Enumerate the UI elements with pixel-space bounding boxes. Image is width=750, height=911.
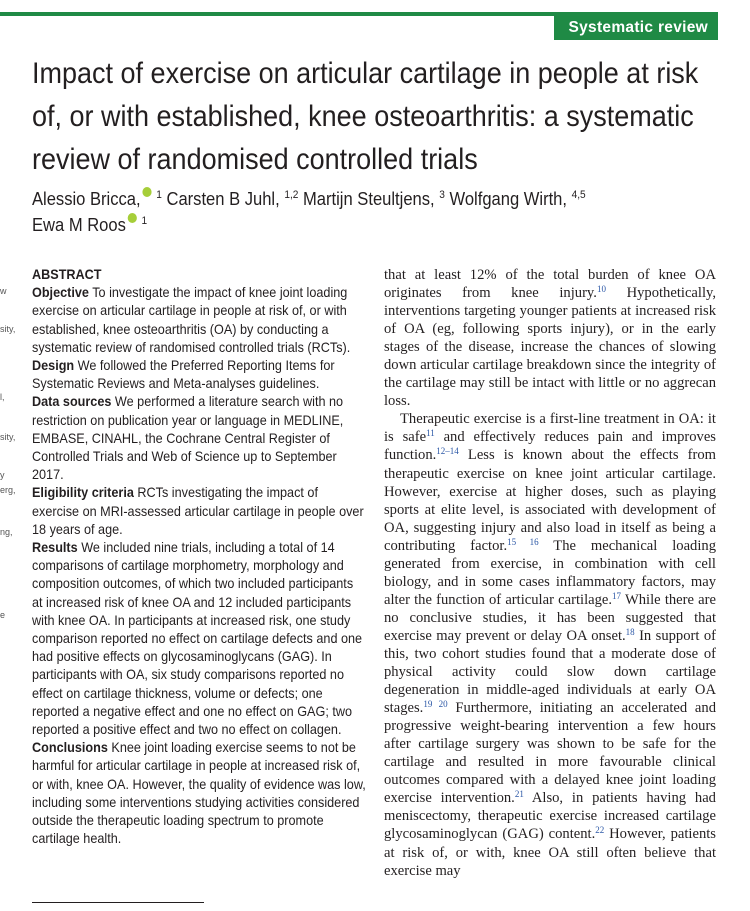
footnote-rule (32, 902, 204, 903)
citation-ref: 11 (426, 428, 435, 439)
author (166, 189, 298, 209)
citation-ref: 15 16 (507, 536, 539, 547)
citation-ref: 22 (595, 825, 605, 836)
abstract (32, 266, 392, 849)
abstract-section (32, 393, 367, 484)
body-text-run: and effectively reduces pain and improves function. (384, 429, 716, 464)
abstract-section (32, 357, 367, 393)
abstract-text: RCTs investigating the impact of exercise on MRI-assessed articular cartilage in people over 18 years of age. (32, 485, 364, 537)
author (32, 215, 147, 235)
author (449, 189, 585, 209)
abstract-label: Data sources (32, 394, 112, 410)
author-list (32, 186, 731, 238)
abstract-label: Eligibility criteria (32, 485, 134, 501)
orcid-icon (142, 187, 151, 197)
author (303, 189, 445, 209)
citation-ref: 19 20 (423, 699, 448, 710)
orcid-icon (128, 213, 137, 223)
body-text-run: that at least 12% of the total burden of knee OA originates from knee injury. (384, 267, 716, 302)
section-tag: Systematic review (554, 16, 718, 40)
author-name: Ewa M Roos (32, 215, 126, 235)
affiliation-fragment: l, (0, 392, 5, 402)
abstract-heading: ABSTRACT (32, 267, 102, 282)
affiliation-ref: 4,5 (571, 189, 586, 201)
affiliation-fragment: y (0, 470, 5, 480)
affiliation-fragment: ng, (0, 527, 13, 537)
body-text (384, 266, 716, 880)
abstract-section (32, 739, 367, 848)
affiliation-fragment: e (0, 610, 6, 620)
abstract-label: Results (32, 540, 78, 556)
abstract-section (32, 284, 367, 357)
body-text-run: Therapeutic exercise is a first-line treatment in OA: it is safe (384, 411, 716, 446)
citation-ref: 12–14 (436, 446, 459, 457)
article-title: Impact of exercise on articular cartilage in people at risk of, or with established, knee osteoarthritis: a systematic review of randomised controlled trials (32, 57, 699, 176)
body-text-run: While there are no conclusive studies, it has been suggested that exercise may prevent or delay OA onset. (384, 591, 716, 644)
affiliation-ref: 1,2 (284, 189, 299, 201)
affiliation-ref: 3 (439, 189, 445, 201)
author-name: Martijn Steultjens, (303, 189, 435, 209)
body-text-run: The mechanical loading generated from exercise, in combination with cell biology, and in some cases inflammatory factors, may alter the function of articular cartilage. (384, 537, 717, 608)
abstract-label: Objective (32, 285, 89, 301)
abstract-label: Design (32, 358, 75, 374)
abstract-text: To investigate the impact of knee joint loading exercise on articular cartilage in people at risk of, or with established, knee osteoarthritis (OA) by conducting a systematic review of randomised controlled trials (RCTs). (32, 285, 351, 355)
body-text-run: In support of this, two cohort studies found that a moderate dose of physical activity could slow down cartilage degeneration in middle-aged individuals at early OA stages. (384, 627, 716, 717)
affiliation-ref: 1 (156, 189, 162, 201)
affiliation-ref: 1 (141, 215, 148, 227)
abstract-section (32, 484, 367, 539)
abstract-text: We included nine trials, including a total of 14 comparisons of cartilage morphometry, morphology and composition outcomes, of which two included participants at increased risk of knee OA and 12 included participants with knee OA. In participants at increased risk, one study comparison reported no effect on cartilage defects and one had positive effects on glycosaminoglycans (GAG). In participants with OA, six study comparisons reported no effect on cartilage thickness, volume or defects; one reported a negative effect and one no effect on GAG; two reported a positive effect and two no effect on collagen. (32, 540, 363, 738)
affiliation-fragment: erg, (0, 485, 16, 495)
author-name: Alessio Bricca, (32, 189, 141, 209)
abstract-section (32, 539, 367, 739)
citation-ref: 18 (625, 626, 635, 637)
affiliation-fragment: sity, (0, 324, 16, 334)
affiliation-fragment: sity, (0, 432, 16, 442)
author (32, 189, 162, 209)
body-text-run: Also, in patients having had meniscectomy, therapeutic exercise increased cartilage glycosaminoglycan (GAG) content. (384, 790, 716, 843)
body-text-run: Furthermore, initiating an accelerated and progressive weight-bearing intervention a few hours after cartilage surgery was shown to be safe for the cartilage and resulted in more favourable clinical outcomes compared with a delayed knee joint loading exercise intervention. (384, 700, 716, 807)
body-text-run: However, patients at risk of, or with, knee OA still often believe that exercise may (384, 826, 716, 879)
abstract-text: We performed a literature search with no restriction on publication year or language in MEDLINE, EMBASE, CINAHL, the Cochrane Central Register of Controlled Trials and Web of Science up to September 2017. (32, 394, 344, 483)
abstract-sections (32, 284, 367, 848)
citation-ref: 10 (596, 284, 606, 295)
abstract-label: Conclusions (32, 740, 108, 756)
citation-ref: 21 (514, 789, 524, 800)
body-text-run: Hypothetically, interventions targeting younger patients at increased risk of OA (eg, following sports injury), or in the early stages of the disease, increase the chances of slowing down articular cartilage breakdown since the integrity of the cartilage may still be intact with little or no aggrecan loss. (384, 285, 716, 410)
abstract-text: We followed the Preferred Reporting Items for Systematic Reviews and Meta-analyses guidelines. (32, 358, 335, 392)
affiliation-fragment: w (0, 286, 7, 296)
abstract-text: Knee joint loading exercise seems to not be harmful for articular cartilage in people at increased risk of, or with, knee OA. However, the quality of evidence was low, including some interventions studying activities considered outside the therapeutic loading spectrum to promote cartilage health. (32, 740, 366, 847)
citation-ref: 17 (612, 590, 622, 601)
body-paragraph (384, 266, 716, 410)
body-paragraph (384, 410, 716, 879)
author-name: Wolfgang Wirth, (449, 189, 567, 209)
author-name: Carsten B Juhl, (166, 189, 280, 209)
body-text-run: Less is known about the effects from therapeutic exercise on knee joint articular cartilage. However, exercise at higher doses, such as playing sports at elite level, is associated with development of OA, suggesting injury and also load in itself as being a contributing factor. (384, 447, 716, 554)
